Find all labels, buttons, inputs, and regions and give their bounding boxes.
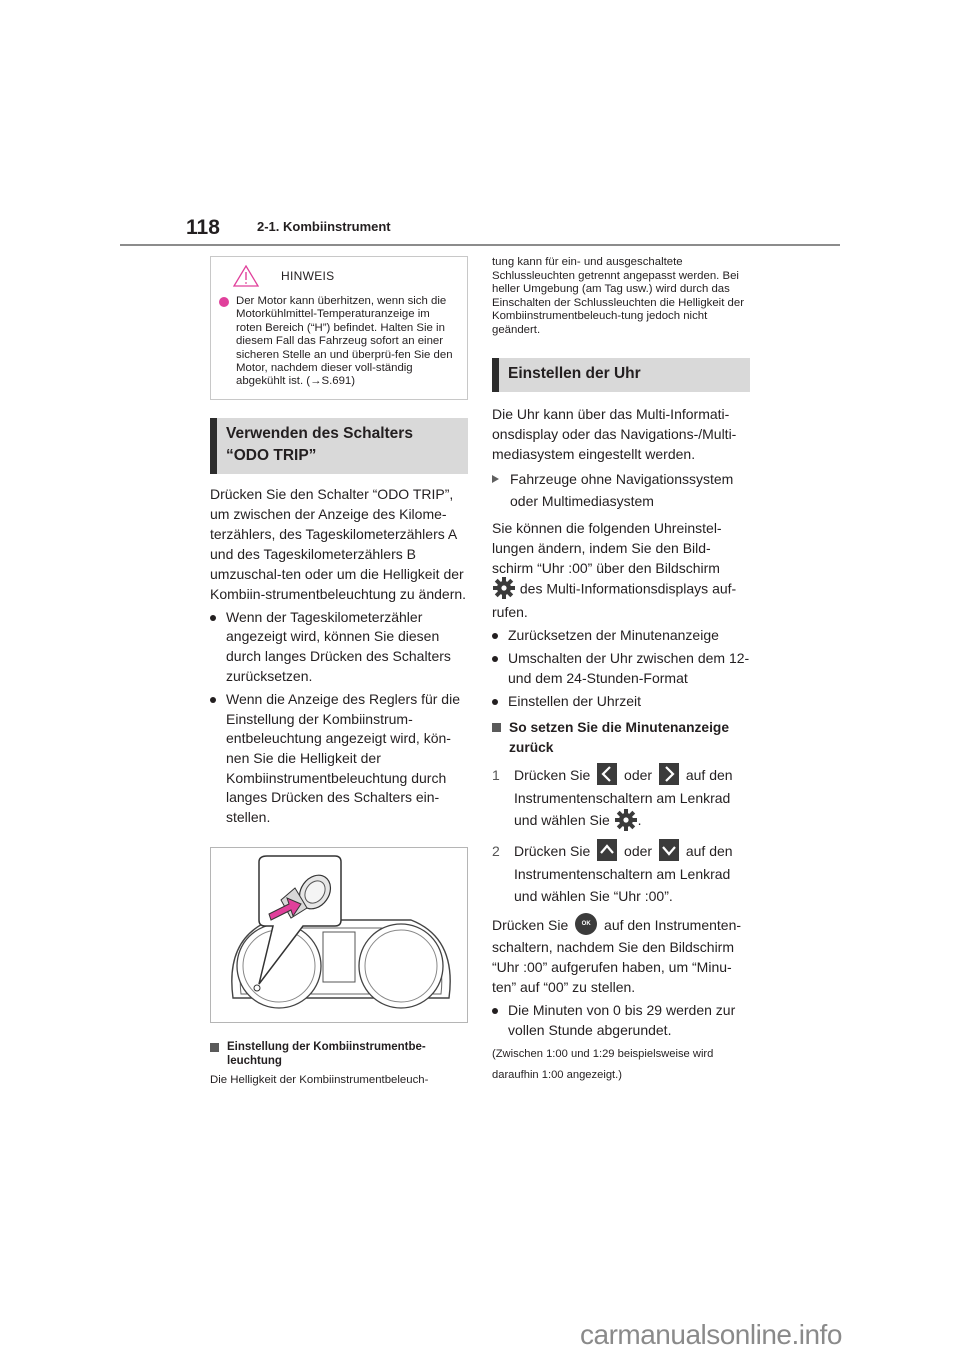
- list-item: [492, 1001, 750, 1040]
- step-text-part: Drücken Sie: [514, 766, 595, 783]
- gear-icon: [614, 808, 638, 832]
- list-item: [492, 626, 750, 646]
- clock-settings-text-part2: des Multi-Informationsdisplays auf-rufen.: [492, 580, 737, 620]
- example-caption: (Zwischen 1:00 und 1:29 beispielsweise wird daraufhin 1:00 angezeigt.): [492, 1048, 714, 1082]
- gear-icon: [492, 576, 516, 600]
- ok-text-part: Drücken Sie: [492, 916, 573, 933]
- triangle-marker-icon: [492, 475, 499, 483]
- notice-box: [210, 256, 468, 400]
- square-bullet-icon: [492, 723, 501, 732]
- list-item-text: Einstellen der Uhrzeit: [508, 693, 642, 710]
- section-title-line2: “ODO TRIP”: [226, 446, 317, 464]
- right-column: [492, 256, 750, 1086]
- step-text-part: .: [637, 812, 642, 829]
- arrow-up-icon: [597, 839, 617, 861]
- step-number: 1: [492, 766, 500, 783]
- notice-text: Der Motor kann überhitzen, wenn sich die Motorkühlmittel-Temperaturanzeige im roten Bereich (“H”) befindet. Halten Sie in diesem Fall das Fahrzeug sofort an einer sicheren Stelle an und überprü-fen Sie den Motor, nachdem dieser voll-ständig abgekühlt ist. (→S.691): [236, 295, 453, 388]
- section-title: Einstellen der Uhr: [508, 364, 641, 382]
- arrow-right-icon: [659, 763, 679, 785]
- bullet-dot-icon: [210, 615, 216, 621]
- step-2: [492, 840, 750, 907]
- subheading-text: Einstellung der Kombiinstrumentbe-leuchtung: [227, 1041, 426, 1067]
- left-column: [210, 256, 468, 1088]
- bullet-dot-icon: [219, 297, 229, 307]
- list-item-text: Wenn die Anzeige des Reglers für die Einstellung der Kombiinstrum-entbeleuchtung angezeigt wird, kön-nen Sie die Helligkeit der Kombiinstrumentbeleuchtung durch langes Drücken des Schalters ein-stellen.: [226, 691, 460, 825]
- step-text-part: oder: [620, 766, 656, 783]
- subheading-text: So setzen Sie die Minutenanzeige zurück: [509, 719, 730, 755]
- bullet-dot-icon: [492, 633, 498, 639]
- chapter-title: 2-1. Kombiinstrument: [257, 219, 391, 234]
- notice-header: [219, 263, 457, 289]
- step-text-part: oder: [620, 842, 656, 859]
- ok-button-icon: OK: [575, 913, 597, 935]
- header-divider: [120, 244, 840, 246]
- section-header-clock: [492, 358, 750, 392]
- ok-text-part: auf den Instrumenten-schaltern, nachdem Sie den Bildschirm “Uhr :00” aufgerufen haben, um “Minu-ten” auf “00” zu stellen.: [492, 916, 742, 996]
- step-number: 2: [492, 842, 500, 859]
- step-text-part: auf den Instrumentenschaltern am Lenkrad und wählen Sie “Uhr :00”.: [514, 842, 733, 904]
- notice-item: [219, 295, 457, 389]
- subheading-illumination: [210, 1041, 468, 1068]
- section-title-line1: Verwenden des Schalters: [226, 424, 413, 442]
- page-number: 118: [186, 216, 220, 239]
- list-item: [492, 692, 750, 712]
- list-item: [210, 608, 468, 686]
- warning-triangle-icon: [233, 265, 259, 287]
- illumination-text: Die Helligkeit der Kombiinstrumentbeleuch-: [210, 1074, 429, 1087]
- step-text-part: Drücken Sie: [514, 842, 595, 859]
- vehicle-condition-note: [492, 468, 750, 512]
- bullet-dot-icon: [492, 1008, 498, 1014]
- ok-button-text: [492, 915, 750, 997]
- watermark: carmanualsonline.info: [580, 1319, 842, 1350]
- step-text: [514, 840, 750, 907]
- clock-settings-text: [492, 518, 750, 622]
- step-text: [514, 764, 750, 834]
- notice-title: HINWEIS: [281, 269, 335, 283]
- step-1: [492, 764, 750, 834]
- cluster-drawing: [211, 848, 467, 1022]
- clock-settings-text-part1: Sie können die folgenden Uhreinstel-lungen ändern, indem Sie den Bild-schirm “Uhr :00” über den Bildschirm: [492, 519, 722, 576]
- list-item-text: Die Minuten von 0 bis 29 werden zur vollen Stunde abgerundet.: [508, 1002, 736, 1038]
- instrument-cluster-illustration: [210, 847, 468, 1023]
- list-item: [492, 649, 750, 688]
- bullet-dot-icon: [492, 656, 498, 662]
- bullet-dot-icon: [210, 697, 216, 703]
- subheading-reset-minutes: [492, 718, 750, 758]
- arrow-down-icon: [659, 839, 679, 861]
- list-item-text: Wenn der Tageskilometerzähler angezeigt wird, können Sie diesen durch langes Drücken des Schalters zurücksetzen.: [226, 608, 451, 684]
- bullet-dot-icon: [492, 699, 498, 705]
- square-bullet-icon: [210, 1043, 219, 1052]
- vehicle-condition-text: Fahrzeuge ohne Navigationssystem oder Multimediasystem: [510, 470, 734, 509]
- arrow-left-icon: [597, 763, 617, 785]
- step-text-part: auf den Instrumentenschaltern am Lenkrad und wählen Sie: [514, 766, 733, 829]
- list-item-text: Umschalten der Uhr zwischen dem 12- und dem 24-Stunden-Format: [508, 650, 750, 686]
- illumination-text-continued: tung kann für ein- und ausgeschaltete Schlussleuchten getrennt angepasst werden. Bei heller Umgebung (am Tag usw.) wird durch das Einschalten der Schlussleuchten die Helligkeit der Kombiinstrumentbeleuch-tung jedoch nicht geändert.: [492, 256, 745, 336]
- list-item: [210, 690, 468, 827]
- section-header-odo-trip: [210, 418, 468, 474]
- clock-intro-text: Die Uhr kann über das Multi-Informati-onsdisplay oder das Navigations-/Multi-mediasystem eingestellt werden.: [492, 405, 737, 462]
- odo-intro-text: Drücken Sie den Schalter “ODO TRIP”, um zwischen der Anzeige des Kilome-terzählers, des Tageskilometerzählers A und des Tageskilometerzählers B umzuschal-ten oder um die Helligkeit der Kombiin-strumentbeleuchtung zu ändern.: [210, 485, 467, 602]
- list-item-text: Zurücksetzen der Minutenanzeige: [508, 626, 719, 643]
